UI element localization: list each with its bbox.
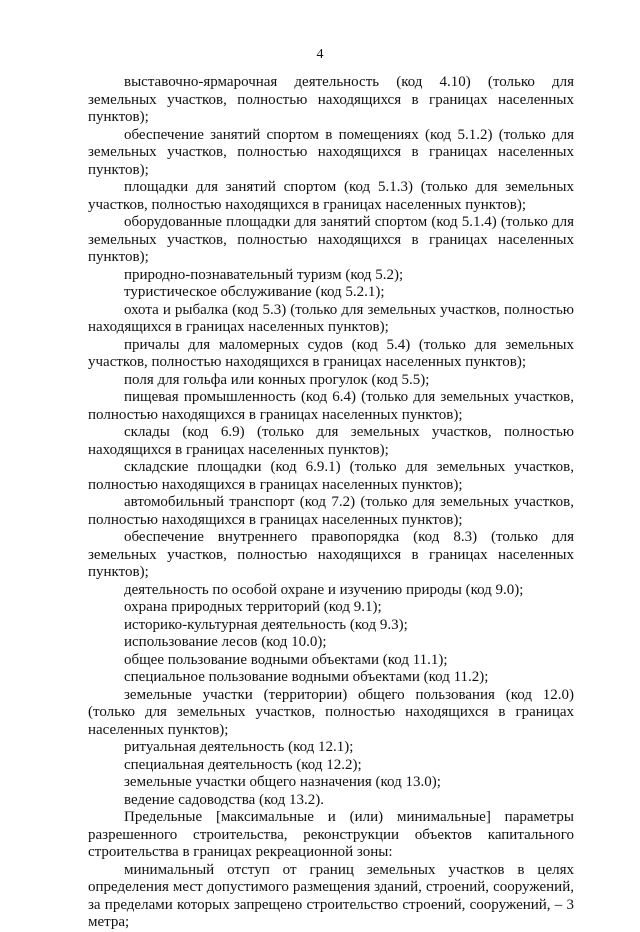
list-item: общее пользование водными объектами (код 11.1);: [124, 651, 448, 668]
list-item: оборудованные площадки для занятий спортом (код 5.1.4) (только для земельных участков, полностью находящихся в границах населенных пунктов);: [88, 214, 574, 265]
section-paragraph: Предельные [максимальные и (или) минимальные] параметры разрешенного строительства, реконструкции объектов капитального строительства в границах рекреационной зоны:: [88, 809, 574, 860]
list-item: обеспечение занятий спортом в помещениях (код 5.1.2) (только для земельных участков, полностью находящихся в границах населенных пунктов);: [88, 126, 574, 178]
list-item: склады (код 6.9) (только для земельных участков, полностью находящихся в границах населенных пунктов);: [88, 424, 574, 458]
list-item: поля для гольфа или конных прогулок (код 5.5);: [124, 371, 430, 388]
list-item: ритуальная деятельность (код 12.1);: [124, 739, 354, 755]
list-item: деятельность по особой охране и изучению природы (код 9.0);: [124, 581, 524, 598]
list-item: использование лесов (код 10.0);: [124, 634, 327, 650]
list-item: историко-культурная деятельность (код 9.3);: [124, 616, 408, 633]
list-item: природно-познавательный туризм (код 5.2);: [124, 266, 404, 283]
list-item: туристическое обслуживание (код 5.2.1);: [124, 284, 385, 300]
section-paragraph: минимальный отступ от границ земельных участков в целях определения мест допустимого размещения зданий, строений, сооружений, за пределами которых запрещено строительство строений, сооружений, – 3 метра;: [88, 861, 574, 930]
list-item: причалы для маломерных судов (код 5.4) (только для земельных участков, полностью находящихся в границах населенных пунктов);: [88, 336, 574, 370]
page-number: 4: [316, 47, 324, 62]
list-item: складские площадки (код 6.9.1) (только для земельных участков, полностью находящихся в границах населенных пунктов);: [88, 459, 574, 493]
list-item: обеспечение внутреннего правопорядка (код 8.3) (только для земельных участков, полностью находящихся в границах населенных пунктов);: [88, 529, 574, 580]
list-item: земельные участки (территории) общего пользования (код 12.0) (только для земельных участков, полностью находящихся в границах населенных пунктов);: [88, 686, 574, 738]
list-item: пищевая промышленность (код 6.4) (только для земельных участков, полностью находящихся в границах населенных пунктов);: [88, 389, 574, 423]
list-item: автомобильный транспорт (код 7.2) (только для земельных участков, полностью находящихся в границах населенных пунктов);: [88, 494, 574, 528]
list-item: специальное пользование водными объектами (код 11.2);: [124, 669, 489, 685]
list-item: специальная деятельность (код 12.2);: [124, 756, 362, 773]
list-item: площадки для занятий спортом (код 5.1.3) (только для земельных участков, полностью находящихся в границах населенных пунктов);: [88, 179, 574, 213]
list-item: охрана природных территорий (код 9.1);: [124, 599, 382, 615]
list-item: ведение садоводства (код 13.2).: [124, 791, 324, 808]
document-body: [88, 74, 574, 932]
list-item: выставочно-ярмарочная деятельность (код 4.10) (только для земельных участков, полностью находящихся в границах населенных пунктов);: [88, 74, 574, 125]
list-item: земельные участки общего назначения (код 13.0);: [124, 774, 441, 790]
list-item: охота и рыбалка (код 5.3) (только для земельных участков, полностью находящихся в границах населенных пунктов);: [88, 301, 574, 335]
